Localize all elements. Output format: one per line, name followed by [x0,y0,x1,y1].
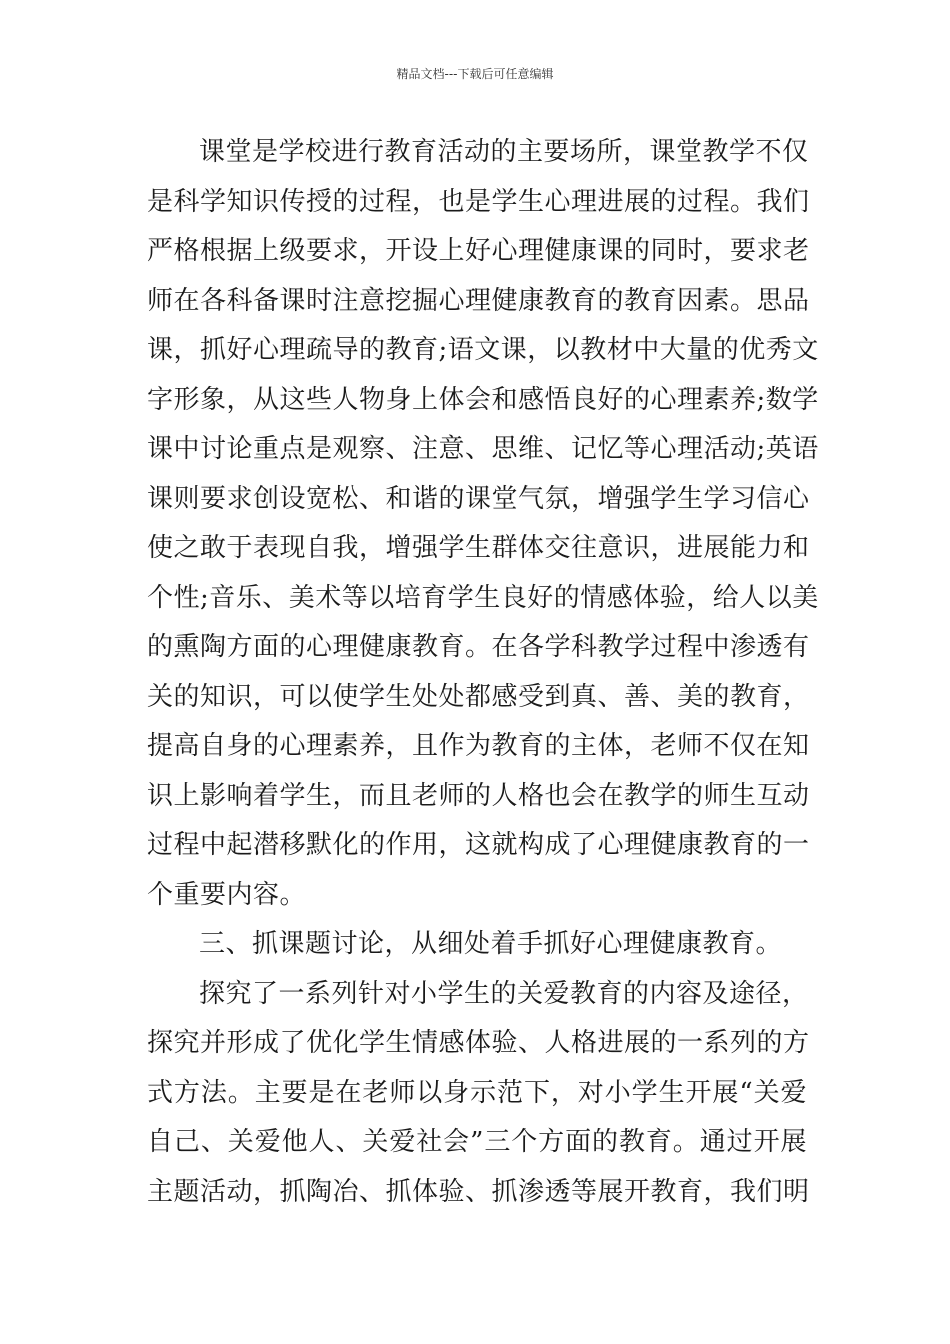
paragraph-line: 字形象，从这些人物身上体会和感悟良好的心理素养;数学 [147,384,819,415]
paragraph-line: 课，抓好心理疏导的教育;语文课，以教材中大量的优秀文 [147,335,819,365]
paragraph-line: 课则要求创设宽松、和谐的课堂气氛，增强学生学习信心 [147,483,810,514]
paragraph-line: 关的知识，可以使学生处处都感受到真、善、美的教育， [147,681,810,712]
paragraph-line: 探究了一系列针对小学生的关爱教育的内容及途径， [199,978,809,1009]
page-header: 精品文档---下载后可任意编辑 [396,67,554,81]
paragraph-line: 使之敢于表现自我，增强学生群体交往意识，进展能力和 [147,533,810,563]
section-heading: 三、抓课题讨论，从细处着手抓好心理健康教育。 [199,929,783,959]
paragraph-line: 识上影响着学生，而且老师的人格也会在教学的师生互动 [147,780,810,811]
paragraph-line: 严格根据上级要求，开设上好心理健康课的同时，要求老 [147,236,810,266]
paragraph-line: 过程中起潜移默化的作用，这就构成了心理健康教育的一 [147,830,810,860]
paragraph-line: 个重要内容。 [147,879,307,910]
paragraph-line: 主题活动，抓陶冶、抓体验、抓渗透等展开教育，我们明 [147,1176,810,1207]
paragraph-line: 式方法。主要是在老师以身示范下，对小学生开展“关爱 [147,1077,807,1108]
paragraph-line: 课堂是学校进行教育活动的主要场所，课堂教学不仅 [199,137,809,167]
paragraph-line: 探究并形成了优化学生情感体验、人格进展的一系列的方 [147,1028,810,1058]
paragraph-line: 提高自身的心理素养，且作为教育的主体，老师不仅在知 [147,731,810,761]
paragraph-line: 自己、关爱他人、关爱社会”三个方面的教育。通过开展 [147,1127,807,1157]
paragraph-line: 的熏陶方面的心理健康教育。在各学科教学过程中渗透有 [147,632,810,662]
document-body [147,128,819,1217]
paragraph-line: 个性;音乐、美术等以培育学生良好的情感体验，给人以美 [147,582,819,613]
paragraph-line: 师在各科备课时注意挖掘心理健康教育的教育因素。思品 [147,285,810,316]
paragraph-line: 是科学知识传授的过程，也是学生心理进展的过程。我们 [147,186,810,217]
paragraph-line: 课中讨论重点是观察、注意、思维、记忆等心理活动;英语 [147,434,819,464]
